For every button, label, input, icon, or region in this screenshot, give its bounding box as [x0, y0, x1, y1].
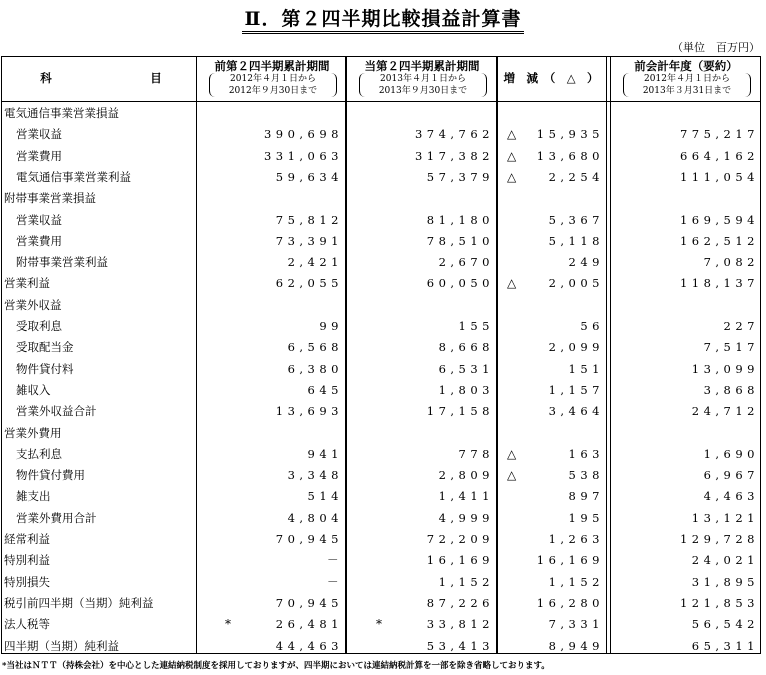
- cell-prev: 3,348: [287, 468, 343, 483]
- cell-curr: 17,158: [426, 404, 494, 419]
- page-title: Ⅱ．第２四半期比較損益計算書: [0, 4, 766, 31]
- row-label: 営業外収益合計: [16, 404, 97, 419]
- cell-curr: 1,803: [438, 382, 494, 397]
- row-label: 物件貸付料: [16, 361, 74, 376]
- table-border-left: [1, 56, 2, 654]
- row-label: 支払利息: [16, 446, 62, 461]
- cell-prev: 73,391: [275, 233, 343, 248]
- row-label: 雑収入: [16, 382, 51, 397]
- cell-chg: 1,152: [548, 574, 604, 589]
- cell-chg: 195: [568, 510, 604, 525]
- cell-chg: 249: [568, 255, 604, 270]
- cell-prev: 62,055: [275, 276, 343, 291]
- cell-prev: －: [327, 574, 343, 589]
- cell-prev: 941: [307, 446, 343, 461]
- cell-chg: 1,263: [548, 532, 604, 546]
- cell-chg: 2,099: [548, 340, 604, 355]
- cell-chg: 16,169: [536, 553, 604, 568]
- cell-curr: 57,379: [426, 169, 494, 184]
- cell-prev: 331,063: [263, 148, 343, 163]
- cell-chg: 151: [568, 361, 604, 376]
- cell-fy: 56,542: [691, 617, 759, 632]
- cell-fy: 4,463: [703, 489, 759, 504]
- cell-fy: 7,517: [703, 340, 759, 355]
- footnote: *当社はＮＴＴ（持株会社）を中心とした連結納税制度を採用しておりますが、四半期においては連結納税計算を一部を除き省略しております。: [2, 661, 550, 671]
- row-label: 営業外費用: [4, 425, 62, 440]
- row-label: 附帯事業営業損益: [4, 191, 96, 206]
- cell-chg: 15,935: [536, 127, 604, 142]
- cell-curr: 2,809: [438, 468, 494, 483]
- row-label: 雑支出: [16, 489, 51, 504]
- cell-fy: 24,021: [691, 553, 759, 568]
- cell-chg: 3,464: [548, 404, 604, 419]
- header-prev-range: 2012年４月１日から 2012年９月30日まで: [209, 73, 337, 97]
- cell-chg: 1,157: [548, 382, 604, 397]
- cell-prev: 6,568: [287, 340, 343, 355]
- cell-curr: 1,411: [438, 489, 494, 504]
- row-label: 営業外費用合計: [16, 510, 97, 525]
- header-divider: [1, 101, 761, 102]
- cell-chg: 5,367: [548, 212, 604, 227]
- cell-fy: 13,121: [691, 510, 759, 525]
- row-label: 四半期（当期）純利益: [4, 638, 119, 653]
- row-label: 電気通信事業営業損益: [4, 106, 119, 120]
- header-change: 増 減 （ △ ）: [503, 71, 599, 85]
- header-item-left: 科: [40, 71, 52, 85]
- cell-fy: 31,895: [691, 574, 759, 589]
- cell-curr: 4,999: [438, 510, 494, 525]
- cell-prev: 645: [307, 382, 343, 397]
- row-label: 営業費用: [16, 148, 62, 163]
- cell-chg: 8,949: [548, 638, 604, 653]
- cell-curr: 317,382: [414, 148, 494, 163]
- header-prev-period: 前第２四半期累計期間: [214, 59, 330, 73]
- row-label: 受取配当金: [16, 340, 74, 355]
- cell-prev: 70,945: [275, 532, 343, 546]
- cell-curr: 81,180: [426, 212, 494, 227]
- triangle-minus-icon: △: [507, 169, 517, 184]
- cell-curr: 60,050: [426, 276, 494, 291]
- row-label: 物件貸付費用: [16, 468, 85, 483]
- header-curr-range: 2013年４月１日から 2013年９月30日まで: [359, 73, 487, 97]
- cell-curr: 778: [458, 446, 494, 461]
- cell-curr: 53,413: [426, 638, 494, 653]
- asterisk-mark: *: [225, 617, 231, 632]
- cell-curr: 72,209: [426, 532, 494, 546]
- cell-fy: 1,690: [703, 446, 759, 461]
- cell-prev: 390,698: [263, 127, 343, 142]
- col-divider-chg-right: [606, 56, 607, 654]
- table-border-right: [760, 56, 761, 654]
- cell-curr: 155: [458, 319, 494, 333]
- cell-chg: 2,254: [548, 169, 604, 184]
- cell-chg: 538: [568, 468, 604, 483]
- cell-prev: 514: [307, 489, 343, 504]
- cell-curr: 87,226: [426, 595, 494, 610]
- row-label: 受取利息: [16, 319, 62, 333]
- header-fy-range: 2012年４月１日から 2013年３月31日まで: [623, 73, 751, 97]
- triangle-minus-icon: △: [507, 148, 517, 163]
- cell-fy: 129,728: [679, 532, 759, 546]
- col-divider-curr-left: [345, 56, 347, 654]
- row-label: 経常利益: [4, 532, 50, 546]
- cell-fy: 111,054: [679, 169, 759, 184]
- header-curr-period: 当第２四半期累計期間: [364, 59, 480, 73]
- cell-curr: 374,762: [414, 127, 494, 142]
- cell-chg: 163: [568, 446, 604, 461]
- cell-curr: 16,169: [426, 553, 494, 568]
- row-label: 税引前四半期（当期）純利益: [4, 595, 154, 610]
- row-label: 営業外収益: [4, 297, 62, 312]
- cell-fy: 7,082: [703, 255, 759, 270]
- cell-fy: 118,137: [679, 276, 759, 291]
- row-label: 営業収益: [16, 212, 62, 227]
- cell-fy: 169,594: [679, 212, 759, 227]
- cell-curr: 1,152: [438, 574, 494, 589]
- row-label: 特別利益: [4, 553, 50, 568]
- triangle-minus-icon: △: [507, 127, 517, 142]
- cell-prev: －: [327, 553, 343, 568]
- triangle-minus-icon: △: [507, 446, 517, 461]
- cell-curr: 33,812: [426, 617, 494, 632]
- income-statement-table: [1, 56, 761, 654]
- cell-chg: 16,280: [536, 595, 604, 610]
- cell-fy: 162,512: [679, 233, 759, 248]
- cell-fy: 775,217: [679, 127, 759, 142]
- cell-curr: 2,670: [438, 255, 494, 270]
- row-label: 営業収益: [16, 127, 62, 142]
- row-label: 営業利益: [4, 276, 50, 291]
- cell-fy: 3,868: [703, 382, 759, 397]
- cell-curr: 78,510: [426, 233, 494, 248]
- cell-prev: 70,945: [275, 595, 343, 610]
- row-label: 特別損失: [4, 574, 50, 589]
- cell-fy: 664,162: [679, 148, 759, 163]
- cell-curr: 6,531: [438, 361, 494, 376]
- unit-label: （単位 百万円）: [672, 41, 760, 54]
- cell-prev: 26,481: [275, 617, 343, 632]
- cell-chg: 2,005: [548, 276, 604, 291]
- cell-chg: 5,118: [548, 233, 604, 248]
- asterisk-mark: *: [376, 617, 382, 632]
- cell-fy: 121,853: [679, 595, 759, 610]
- cell-prev: 99: [319, 319, 343, 333]
- header-fy-period: 前会計年度（要約）: [634, 59, 738, 73]
- cell-prev: 44,463: [275, 638, 343, 653]
- cell-fy: 6,967: [703, 468, 759, 483]
- triangle-minus-icon: △: [507, 276, 517, 291]
- row-label: 附帯事業営業利益: [16, 255, 108, 270]
- cell-chg: 13,680: [536, 148, 604, 163]
- cell-chg: 7,331: [548, 617, 604, 632]
- cell-fy: 227: [723, 319, 759, 333]
- cell-fy: 24,712: [691, 404, 759, 419]
- header-item-right: 目: [150, 71, 162, 85]
- cell-prev: 59,634: [275, 169, 343, 184]
- cell-chg: 56: [580, 319, 604, 333]
- triangle-minus-icon: △: [507, 468, 517, 483]
- cell-chg: 897: [568, 489, 604, 504]
- row-label: 電気通信事業営業利益: [16, 169, 131, 184]
- cell-prev: 4,804: [287, 510, 343, 525]
- cell-prev: 2,421: [287, 255, 343, 270]
- row-label: 法人税等: [4, 617, 50, 632]
- cell-fy: 65,311: [691, 638, 759, 653]
- row-label: 営業費用: [16, 233, 62, 248]
- cell-curr: 8,668: [438, 340, 494, 355]
- table-border-top: [1, 56, 761, 57]
- cell-prev: 13,693: [275, 404, 343, 419]
- cell-fy: 13,099: [691, 361, 759, 376]
- cell-prev: 75,812: [275, 212, 343, 227]
- cell-prev: 6,380: [287, 361, 343, 376]
